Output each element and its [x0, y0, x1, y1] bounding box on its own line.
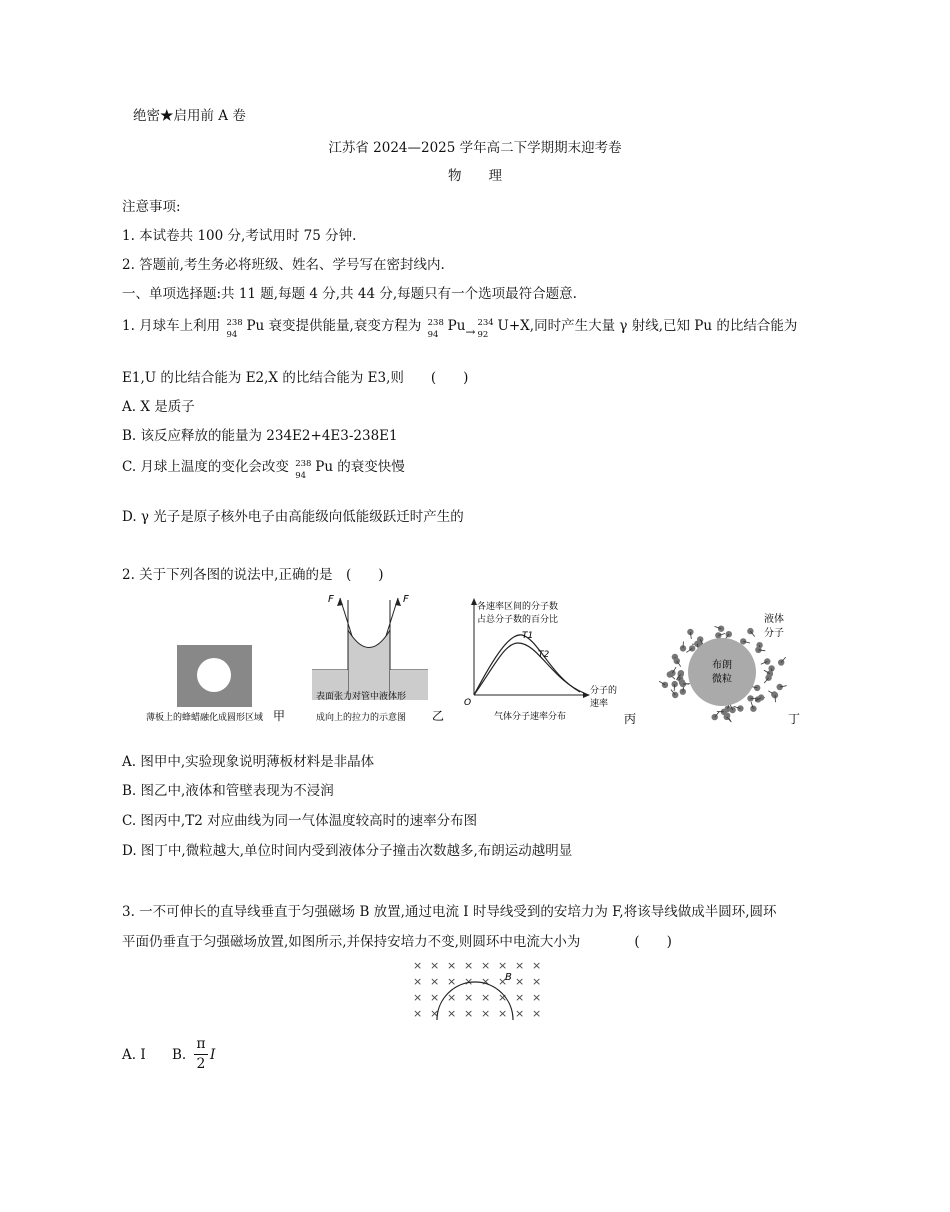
q2-stem: 2. 关于下列各图的说法中,正确的是 ( ) [122, 567, 384, 583]
jia-tag: 甲 [273, 709, 286, 723]
ding-center-2: 微粒 [712, 674, 732, 685]
label-t1: T1 [522, 631, 534, 641]
ding-label-2: 分子 [764, 628, 784, 639]
q3-option-b-label: B. [172, 1047, 187, 1063]
brownian-particle [688, 638, 756, 706]
section-heading: 一、单项选择题:共 11 题,每题 4 分,共 44 分,每题只有一个选项最符合题意. [122, 286, 577, 302]
field-cross: × [481, 959, 491, 972]
secret-label: 绝密★启用前 A 卷 [133, 108, 246, 124]
field-cross: × [430, 959, 440, 972]
label-t2: T2 [538, 650, 550, 660]
figure-yi [300, 590, 460, 725]
liquid-molecule [662, 682, 668, 688]
q2-option-c: C. 图丙中,T2 对应曲线为同一气体温度较高时的速率分布图 [122, 813, 478, 829]
q3-option-b-numerator: π [196, 1036, 206, 1052]
field-cross: × [481, 1007, 491, 1020]
fraction-bar [194, 1054, 208, 1055]
exam-title: 江苏省 2024—2025 学年高二下学期期末迎考卷 [328, 140, 622, 156]
bing-ylabel-2: 占总分子数的百分比 [477, 615, 559, 625]
field-cross: × [413, 959, 423, 972]
melted-wax-circle [197, 658, 231, 692]
q3-option-b-var: I [210, 1047, 216, 1063]
bing-tag: 丙 [624, 712, 637, 725]
field-cross: × [498, 959, 508, 972]
q1-text-3: ,同时产生大量 γ 射线,已知 Pu 的比结合能为 [529, 318, 798, 334]
subject-title: 物 理 [448, 168, 502, 184]
liquid-molecule [737, 705, 743, 711]
q3-option-a: A. I [122, 1047, 146, 1063]
field-cross: × [498, 1007, 508, 1020]
field-cross: × [532, 991, 542, 1004]
q1-stem-line2: E1,U 的比结合能为 E2,X 的比结合能为 E3,则 ( ) [122, 370, 469, 386]
bing-ylabel-1: 各速率区间的分子数 [477, 602, 559, 612]
curve-t1 [474, 635, 580, 695]
bing-xlabel-1: 分子的 [590, 686, 618, 696]
liquid-molecule [715, 632, 721, 638]
force-arrowhead-right [395, 598, 401, 606]
q1-option-a: A. X 是质子 [122, 399, 195, 415]
ding-tag: 丁 [788, 712, 801, 725]
field-cross: × [430, 991, 440, 1004]
field-cross: × [515, 959, 525, 972]
figure-ding [650, 610, 820, 725]
figure-bing [460, 595, 640, 725]
liquid-molecule [680, 689, 686, 695]
x-axis-arrowhead [583, 692, 590, 698]
field-crosses [413, 959, 541, 1020]
molecule-velocity [775, 695, 776, 702]
field-cross: × [464, 959, 474, 972]
field-cross: × [413, 975, 423, 988]
q1-text-2: 衰变提供能量,衰变方程为 [264, 318, 426, 334]
figure-jia [140, 640, 300, 725]
field-cross: × [413, 1007, 423, 1020]
field-cross: × [447, 991, 457, 1004]
field-cross: × [532, 975, 542, 988]
field-cross: × [464, 975, 474, 988]
liquid-molecule [754, 685, 760, 691]
field-cross: × [498, 975, 508, 988]
figure-magnetic-field [405, 955, 550, 1025]
ding-center-1: 布朗 [712, 660, 732, 671]
yi-caption-2: 成向上的拉力的示意图 [316, 713, 407, 723]
liquid-molecule [725, 706, 731, 712]
field-cross: × [447, 1007, 457, 1020]
field-cross: × [464, 991, 474, 1004]
q1-stem-line1: 1. 月球车上利用 238 94 Pu 衰变提供能量,衰变方程为 238 94 Pu→ 234 92 U+X,同时产生大量 γ 射线,已知 Pu 的比结合能为 [122, 318, 798, 340]
force-label-left: F [328, 594, 334, 605]
field-label-b: B [505, 972, 512, 983]
q1-option-b: B. 该反应释放的能量为 234E2+4E3-238E1 [122, 428, 398, 444]
q2-option-d: D. 图丁中,微粒越大,单位时间内受到液体分子撞击次数越多,布朗运动越明显 [122, 843, 573, 859]
field-cross: × [430, 1007, 440, 1020]
q1-option-c: C. 月球上温度的变化会改变 238 94 Pu 的衰变快慢 [122, 459, 405, 481]
field-cross: × [515, 1007, 525, 1020]
q3-option-b-denominator: 2 [196, 1056, 206, 1072]
notes-heading: 注意事项: [122, 199, 181, 215]
field-cross: × [447, 975, 457, 988]
q3-stem-line2: 平面仍垂直于匀强磁场放置,如图所示,并保持安培力不变,则圆环中电流大小为 ( ) [122, 934, 672, 950]
arrow: → [465, 325, 476, 339]
field-cross: × [464, 1007, 474, 1020]
field-cross: × [515, 991, 525, 1004]
field-cross: × [515, 975, 525, 988]
q1-option-d: D. γ 光子是原子核外电子由高能级向低能级跃迁时产生的 [122, 509, 464, 525]
field-cross: × [481, 975, 491, 988]
note-item-2: 2. 答题前,考生务必将班级、姓名、学号写在密封线内. [122, 257, 445, 273]
force-label-right: F [403, 594, 409, 605]
liquid-molecule [674, 658, 680, 664]
yi-tag: 乙 [432, 709, 445, 723]
q1-text-1: 1. 月球车上利用 [122, 318, 225, 334]
isotope-pu-eq: 238 94 [427, 318, 444, 340]
bing-xlabel-2: 速率 [590, 699, 609, 709]
field-cross: × [447, 959, 457, 972]
liquid-molecule [750, 706, 756, 712]
yi-caption-1: 表面张力对管中液体形 [316, 692, 407, 702]
field-cross: × [532, 959, 542, 972]
curve-t2 [474, 643, 584, 695]
q3-stem-line1: 3. 一不可伸长的直导线垂直于匀强磁场 B 放置,通过电流 I 时导线受到的安培力为 F,将该导线做成半圆环,圆环 [122, 904, 777, 920]
force-arrowhead-left [337, 598, 343, 606]
ding-label-1: 液体 [764, 614, 784, 625]
field-cross: × [481, 991, 491, 1004]
field-cross: × [413, 991, 423, 1004]
jia-caption: 薄板上的蜂蜡融化成圆形区域 [146, 713, 264, 723]
bing-caption: 气体分子速率分布 [494, 712, 567, 722]
field-cross: × [430, 975, 440, 988]
isotope-u: 234 92 [477, 318, 494, 340]
isotope-pu: 238 94 [226, 318, 243, 340]
field-cross: × [532, 1007, 542, 1020]
liquid-molecule [767, 671, 773, 677]
field-cross: × [498, 991, 508, 1004]
q2-option-a: A. 图甲中,实验现象说明薄板材料是非晶体 [122, 754, 375, 770]
note-item-1: 1. 本试卷共 100 分,考试用时 75 分钟. [122, 228, 357, 244]
origin-label: O [464, 698, 472, 708]
isotope-pu-c: 238 94 [295, 459, 312, 481]
q2-option-b: B. 图乙中,液体和管壁表现为不浸润 [122, 783, 334, 799]
